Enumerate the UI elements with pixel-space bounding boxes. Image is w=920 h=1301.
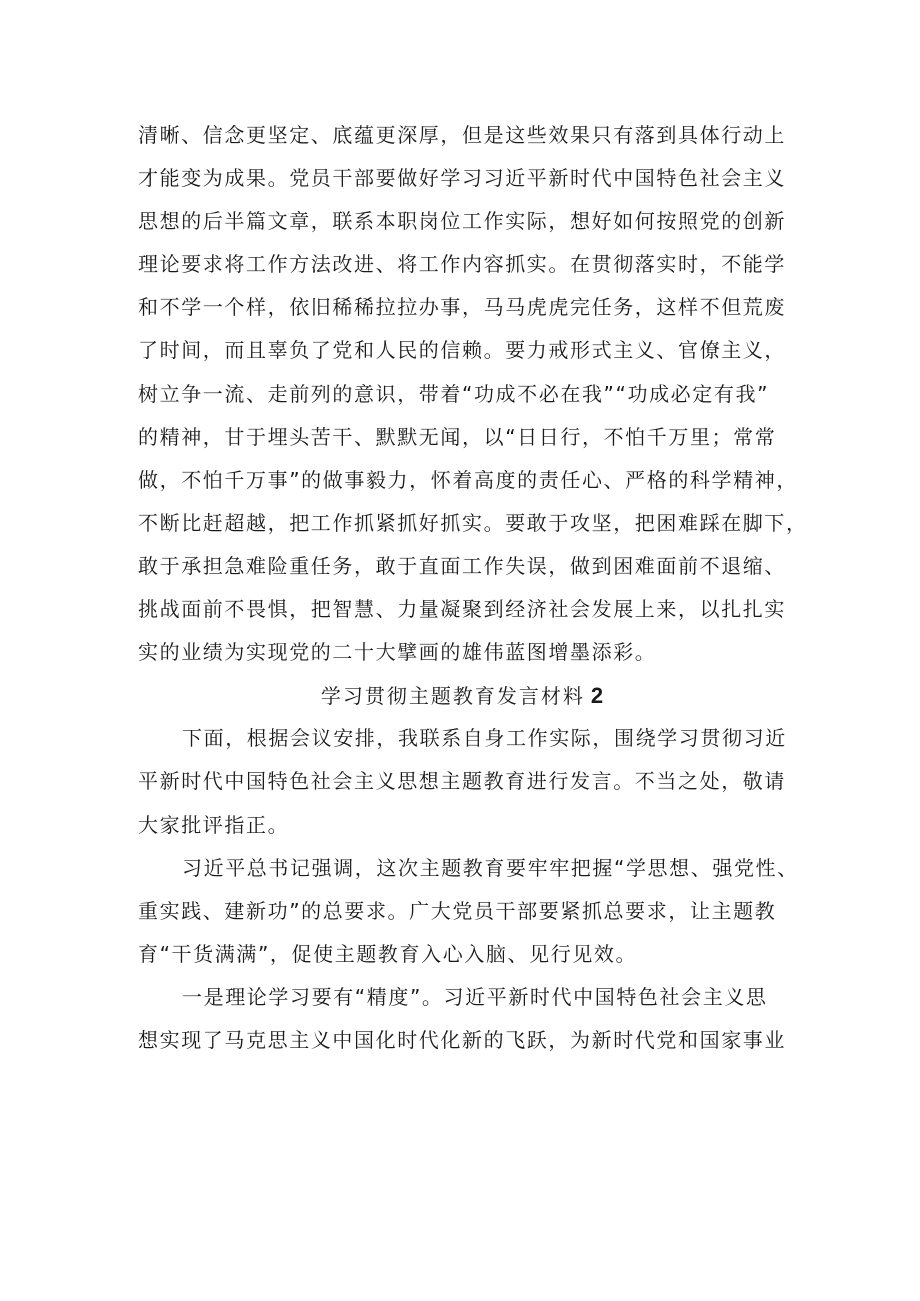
text-line: 理论要求将工作方法改进、将工作内容抓实。在贯彻落实时，不能学	[138, 252, 786, 277]
text-line: 育“干货满满”，促使主题教育入心入脑、见行见效。	[138, 941, 638, 966]
text-line: 敢于承担急难险重任务，敢于直面工作失误，做到困难面前不退缩、	[138, 553, 786, 578]
text-line: 清晰、信念更坚定、底蕴更深厚，但是这些效果只有落到具体行动上	[138, 123, 786, 147]
text-line: 重实践、建新功”的总要求。广大党员干部要紧抓总要求，让主题教	[138, 898, 777, 923]
section-heading-text: 学习贯彻主题教育发言材料	[320, 684, 585, 709]
text-line: 做，不怕千万事”的做事毅力，怀着高度的责任心、严格的科学精神，	[138, 467, 798, 492]
text-line: 实的业绩为实现党的二十大擘画的雄伟蓝图增墨添彩。	[138, 640, 657, 665]
text-line: 不断比赶超越，把工作抓紧抓好抓实。要敢于攻坚，把困难踩在脚下，	[138, 510, 808, 535]
text-line: 下面，根据会议安排，我联系自身工作实际，围绕学习贯彻习近	[182, 726, 787, 751]
text-line: 平新时代中国特色社会主义思想主题教育进行发言。不当之处，敬请	[138, 769, 786, 794]
text-line: 挑战面前不畏惧，把智慧、力量凝聚到经济社会发展上来，以扎扎实	[138, 597, 786, 622]
paragraph-requirements	[138, 847, 799, 976]
document-body	[138, 114, 808, 1062]
text-line: 了时间，而且辜负了党和人民的信赖。要力戒形式主义、官僚主义，	[138, 338, 786, 363]
paragraph-theory	[138, 976, 786, 1062]
text-line: 习近平总书记强调，这次主题教育要牢牢把握“学思想、强党性、	[182, 855, 799, 880]
section-heading	[138, 674, 786, 717]
paragraph-intro	[138, 717, 786, 846]
text-line: 大家批评指正。	[138, 812, 290, 837]
text-line: 思想的后半篇文章，联系本职岗位工作实际，想好如何按照党的创新	[138, 209, 786, 234]
text-line: 想实现了马克思主义中国化时代化新的飞跃，为新时代党和国家事业	[138, 1027, 786, 1052]
text-line: 一是理论学习要有“精度”。习近平新时代中国特色社会主义思	[182, 984, 768, 1009]
paragraph-continued	[138, 114, 808, 674]
text-line: 才能变为成果。党员干部要做好学习习近平新时代中国特色社会主义	[138, 166, 786, 191]
text-line: 和不学一个样，依旧稀稀拉拉办事，马马虎虎完任务，这样不但荒废	[138, 295, 786, 320]
text-line: 的精神，甘于埋头苦干、默默无闻，以“日日行，不怕千万里；常常	[138, 424, 777, 449]
section-heading-number: 2	[590, 683, 604, 709]
text-line: 树立争一流、走前列的意识，带着“功成不必在我”“功成必定有我”	[138, 381, 770, 406]
